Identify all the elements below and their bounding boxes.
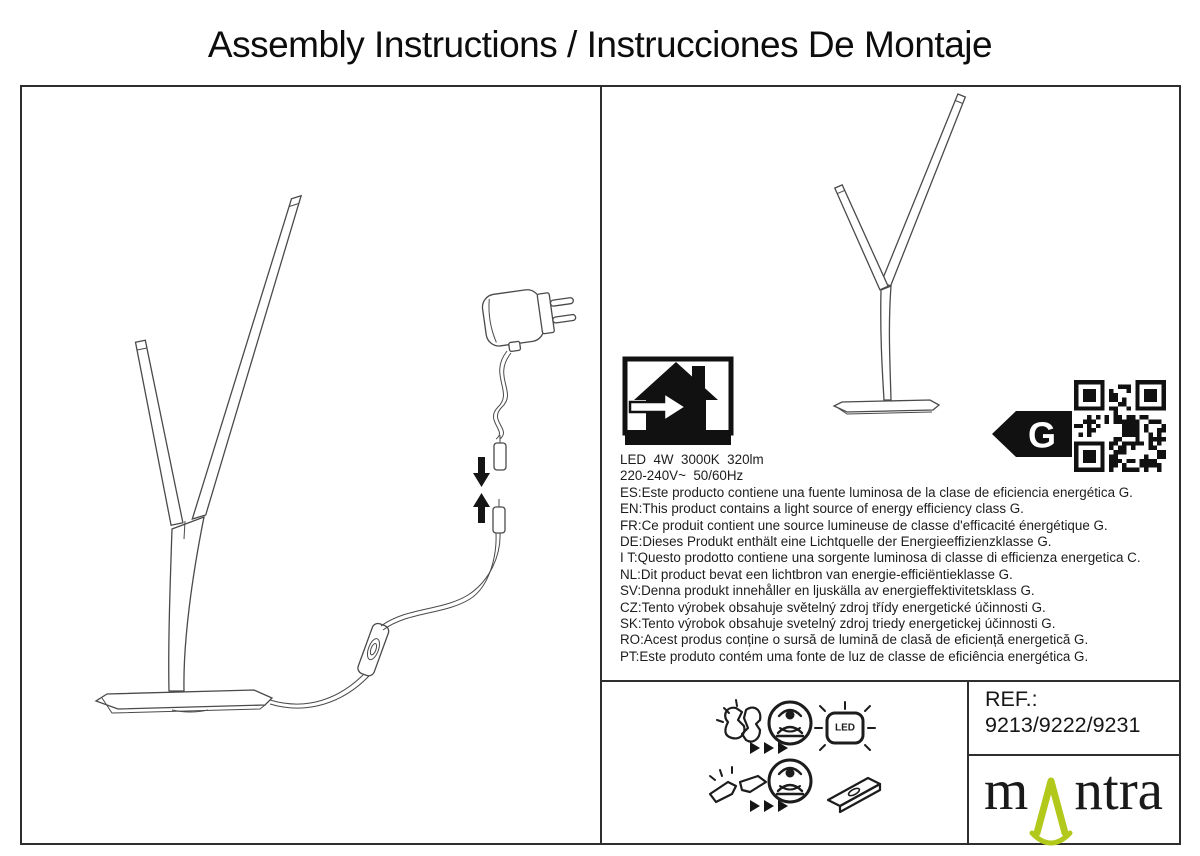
power-adapter: [481, 283, 579, 354]
language-line-sv: SV:Denna produkt innehåller en ljuskälla av energieffektivitetsklass G.: [620, 583, 1035, 599]
brand-caret-icon: [1029, 775, 1073, 851]
reference-box: [969, 680, 1182, 754]
lamp-assembly-drawing: [22, 87, 600, 843]
sheet-frame: [20, 85, 1181, 845]
reference-label: REF.:: [985, 687, 1038, 711]
male-connector: [493, 499, 505, 533]
connect-arrows: [473, 457, 490, 523]
broken-lamp-icon: [717, 700, 760, 742]
brand-suffix: ntra: [1074, 758, 1163, 822]
brand-prefix: m: [984, 758, 1029, 822]
led-module-icon: [815, 702, 875, 750]
lamp-base: [96, 690, 272, 713]
power-cord: [270, 672, 366, 704]
service-replacement-icons: [702, 690, 897, 825]
inline-switch: [356, 622, 390, 678]
language-line-sk: SK:Tento výrobok obsahuje svetelný zdroj triedy energetickej účinnosti G.: [620, 616, 1056, 632]
lamp-right-arm: [192, 196, 301, 519]
service-person-icon: [769, 702, 811, 744]
led-module-label: LED: [835, 722, 855, 734]
service-person-icon: [769, 760, 811, 802]
energy-class-letter: G: [1027, 414, 1057, 456]
reference-numbers: 9213/9222/9231: [985, 713, 1141, 737]
spec-line-led: LED 4W 3000K 320lm: [620, 452, 764, 467]
lamp-left-arm: [136, 340, 183, 525]
language-line-fr: FR:Ce produit contient une source lumineuse de classe d'efficacité énergétique G.: [620, 517, 1108, 533]
panel-divider: [600, 87, 602, 843]
indoor-use-icon: [622, 356, 734, 448]
driver-icon: [828, 778, 880, 812]
language-line-it: I T:Questo prodotto contiene una sorgente luminosa di classe di efficienza energetica C.: [620, 550, 1141, 566]
language-line-cz: CZ:Tento výrobek obsahuje světelný zdroj třídy energetické účinnosti G.: [620, 599, 1046, 615]
spec-text-block: [620, 452, 1180, 665]
language-line-de: DE:Dieses Produkt enthält eine Lichtquelle der Energieeffizienzklasse G.: [620, 534, 1052, 550]
lamp-stem: [169, 517, 204, 691]
brand-box: [969, 756, 1178, 843]
female-connector: [494, 435, 506, 470]
language-line-en: EN:This product contains a light source of energy efficiency class G.: [620, 501, 1024, 517]
language-line-pt: PT:Este produto contém uma fonte de luz de classe de eficiência energética G.: [620, 648, 1089, 664]
mantra-logo: [984, 758, 1163, 838]
language-line-ro: RO:Acest produs conține o sursă de lumină de clasă de eficiență energetică G.: [620, 632, 1089, 648]
broken-driver-icon: [710, 767, 766, 802]
language-line-nl: NL:Dit product bevat een lichtbron van energie-efficiëntieklasse G.: [620, 566, 1013, 582]
spec-line-voltage: 220-240V~ 50/60Hz: [620, 468, 744, 484]
assembled-lamp: [834, 94, 965, 414]
language-line-es: ES:Este producto contiene una fuente luminosa de la clase de eficiencia energética G.: [620, 484, 1133, 500]
page-title: Assembly Instructions / Instrucciones De Montaje: [207, 24, 993, 65]
assembled-lamp-drawing: [792, 92, 992, 422]
